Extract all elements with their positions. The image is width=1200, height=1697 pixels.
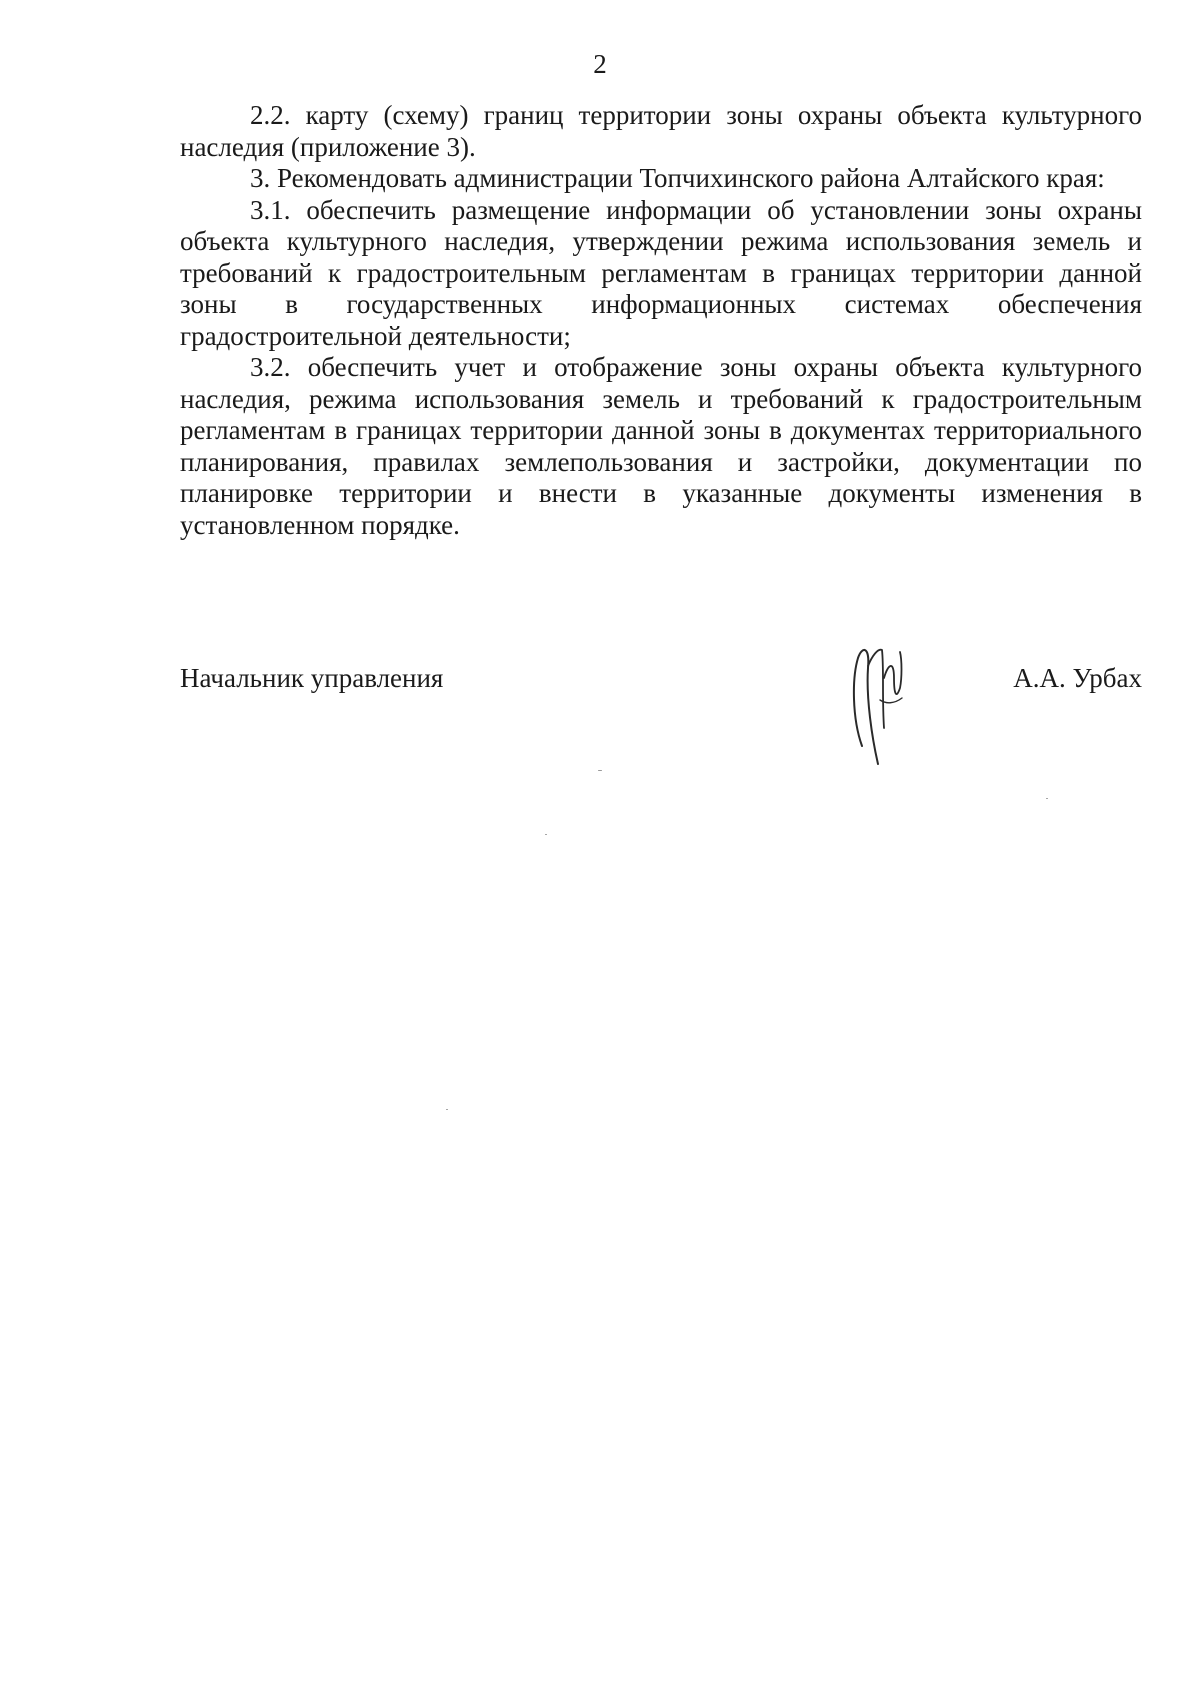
scan-speck: [545, 834, 547, 835]
document-body: [180, 100, 1142, 541]
paragraph-2-2: 2.2. карту (схему) границ территории зоны охраны объекта культурного наследия (приложение 3).: [180, 100, 1142, 162]
paragraph-3: 3. Рекомендовать администрации Топчихинского района Алтайского края:: [250, 163, 1105, 193]
scan-speck: [598, 770, 602, 771]
signatory-position: Начальник управления: [180, 663, 444, 693]
signature-block: [180, 662, 1142, 702]
scan-speck: [1046, 798, 1048, 799]
paragraph-3-1: 3.1. обеспечить размещение информации об установлении зоны охраны объекта культурного наследия, утверждении режима использования земель и требований к градостроительным регламентам в границах территории данной зоны в государственных информационных системах обеспечения градостроительной деятельности;: [180, 194, 1142, 351]
page-number: 2: [593, 49, 607, 79]
paragraph-3-2: 3.2. обеспечить учет и отображение зоны охраны объекта культурного наследия, режима использования земель и требований к градостроительным регламентам в границах территории данной зоны в документах территориального планирования, правилах землепользования и застройки, документации по планировке территории и внести в указанные документы изменения в установленном порядке.: [180, 352, 1142, 540]
signatory-name: А.А. Урбах: [1013, 663, 1142, 693]
scan-speck: [446, 1109, 448, 1110]
handwritten-signature: [838, 638, 918, 768]
